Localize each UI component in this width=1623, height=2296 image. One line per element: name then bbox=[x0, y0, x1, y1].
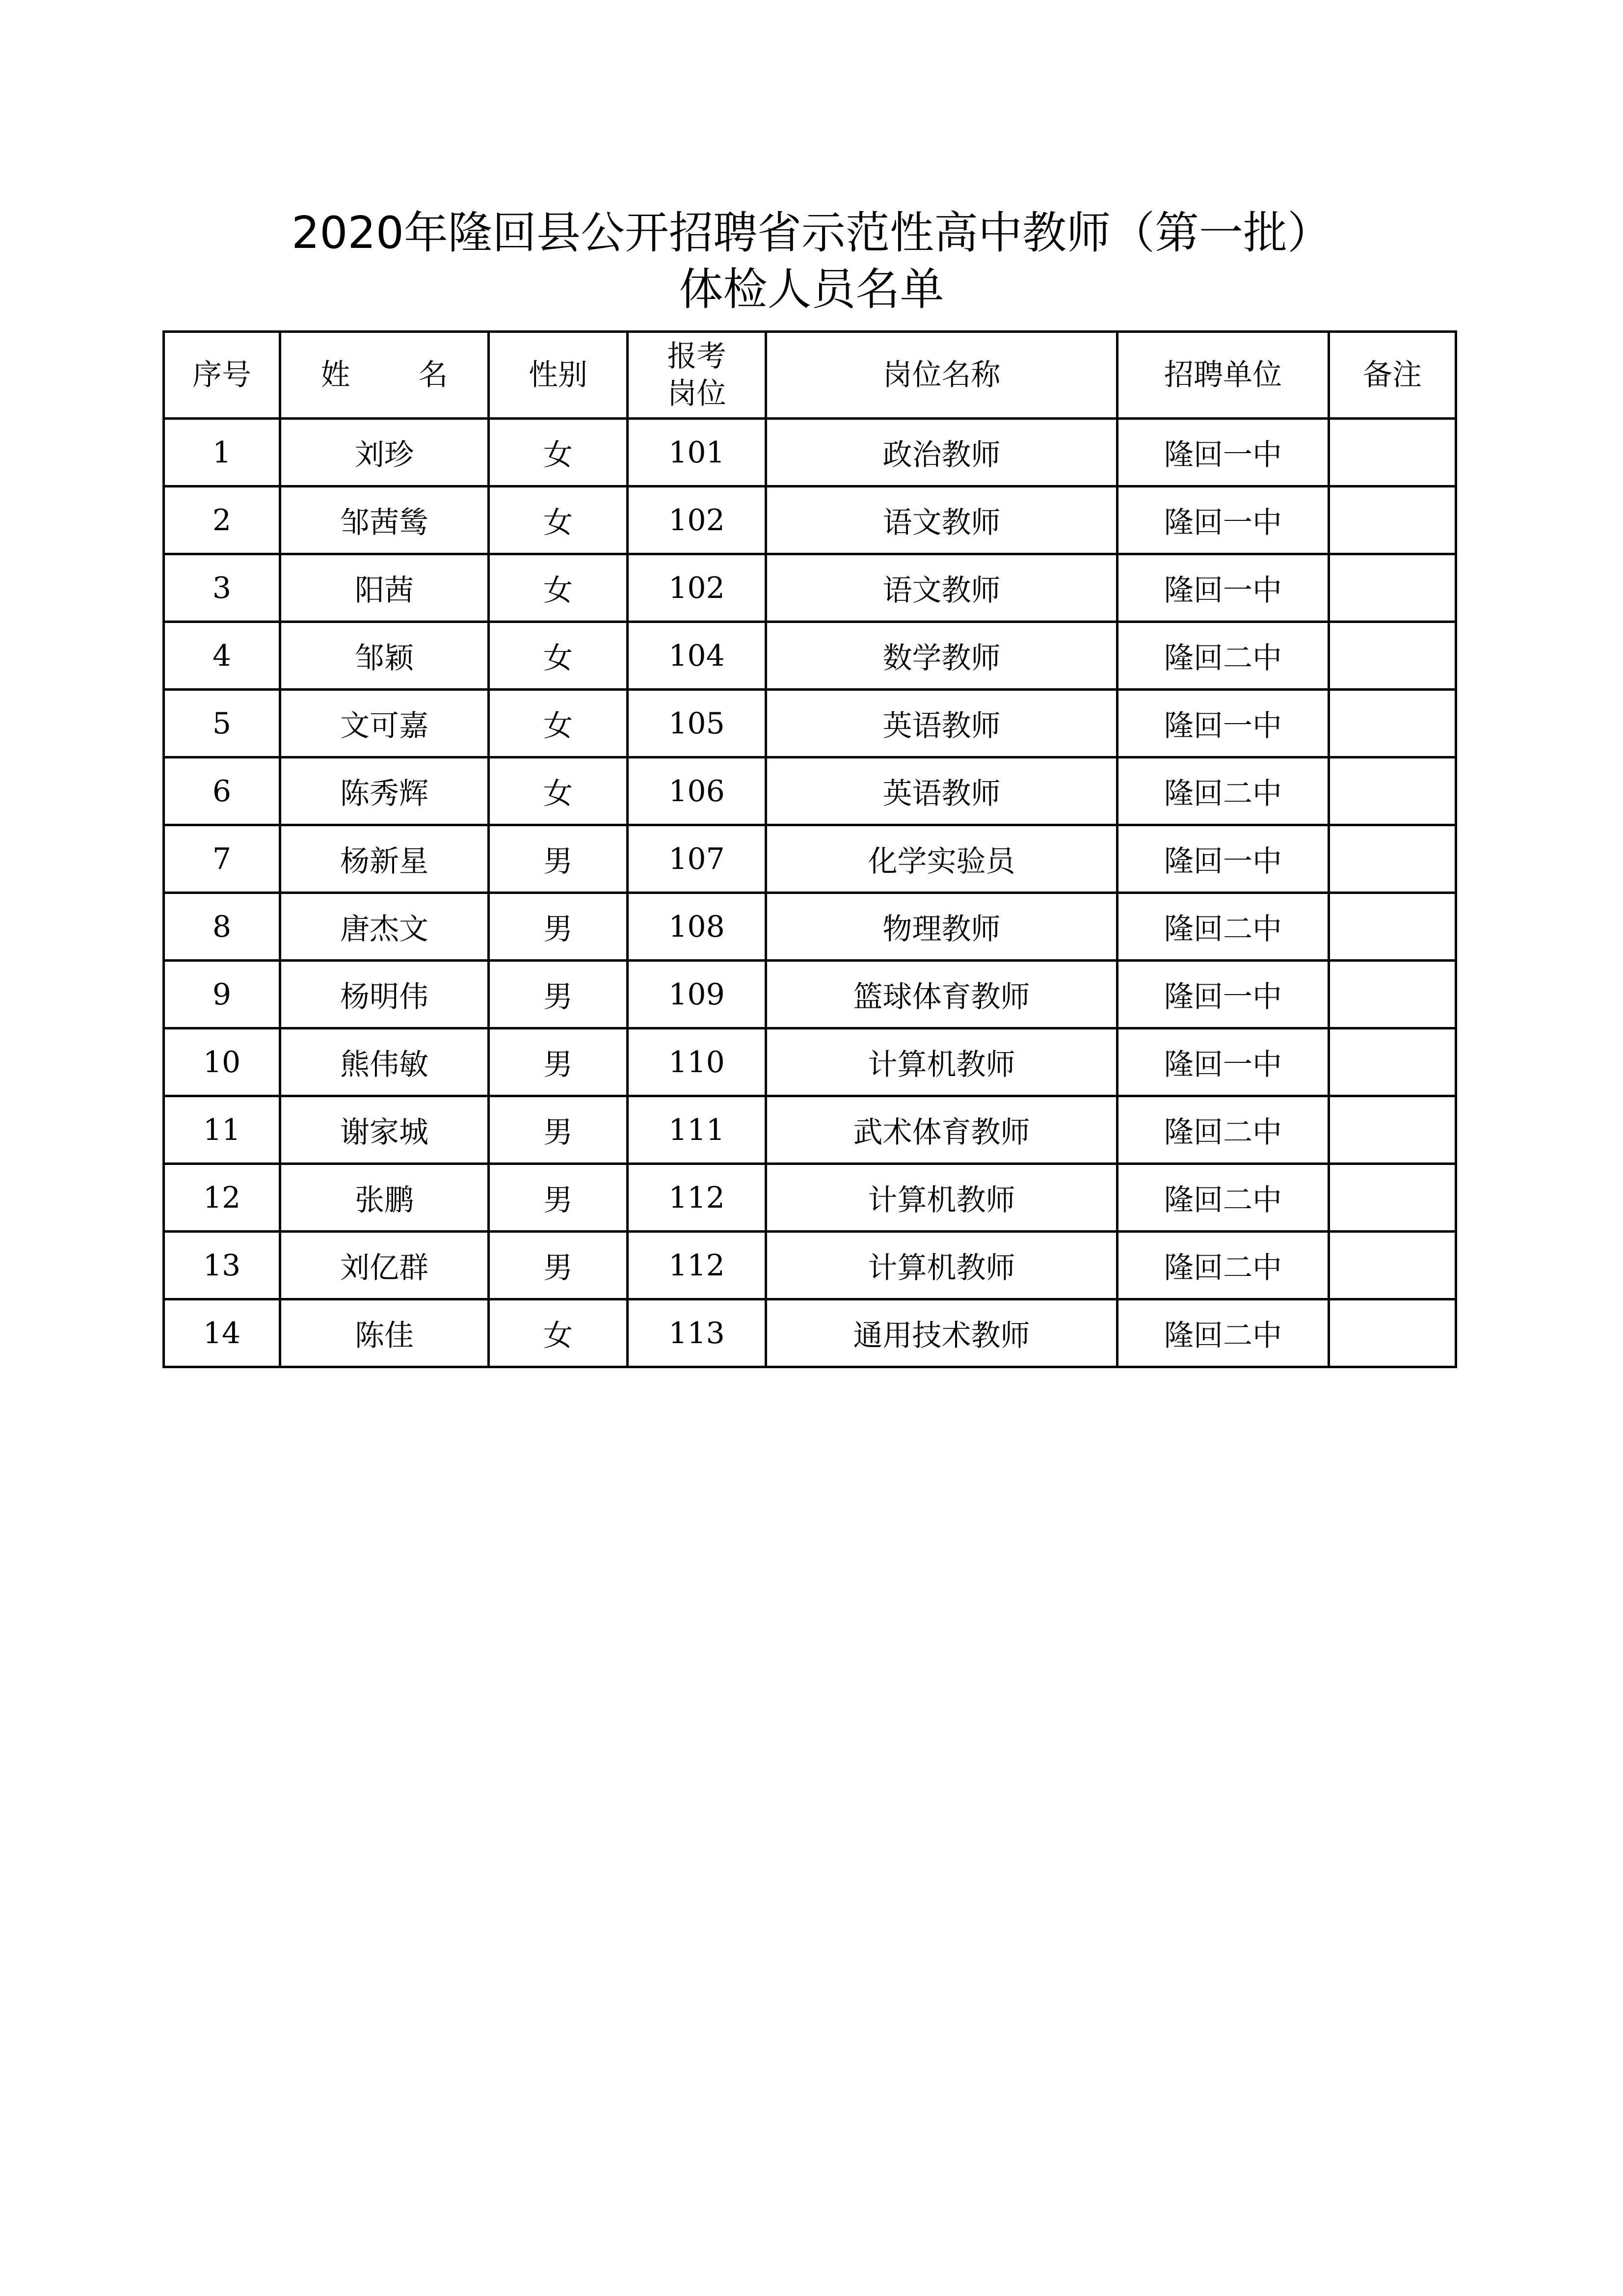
table-row bbox=[164, 622, 1456, 690]
cell-name: 刘亿群 bbox=[280, 1232, 489, 1299]
cell-post-code: 112 bbox=[628, 1232, 766, 1299]
cell-post-name: 英语教师 bbox=[766, 690, 1117, 757]
cell-employer: 隆回一中 bbox=[1117, 486, 1329, 554]
cell-gender: 男 bbox=[489, 1096, 628, 1164]
cell-index: 7 bbox=[164, 825, 280, 893]
header-gender: 性别 bbox=[489, 332, 628, 419]
table-row bbox=[164, 893, 1456, 961]
header-post-code-line1: 报考 bbox=[667, 339, 726, 374]
cell-post-code: 107 bbox=[628, 825, 766, 893]
cell-gender: 女 bbox=[489, 1299, 628, 1367]
cell-index: 11 bbox=[164, 1096, 280, 1164]
cell-remarks bbox=[1329, 622, 1456, 690]
cell-post-code: 108 bbox=[628, 893, 766, 961]
cell-remarks bbox=[1329, 893, 1456, 961]
table-row bbox=[164, 1164, 1456, 1232]
cell-post-code: 106 bbox=[628, 757, 766, 825]
cell-remarks bbox=[1329, 690, 1456, 757]
cell-employer: 隆回二中 bbox=[1117, 1164, 1329, 1232]
cell-post-name: 政治教师 bbox=[766, 419, 1117, 486]
header-index: 序号 bbox=[164, 332, 280, 419]
header-name-label: 姓 名 bbox=[320, 358, 478, 392]
cell-name: 阳茜 bbox=[280, 554, 489, 622]
table-row bbox=[164, 757, 1456, 825]
cell-post-code: 101 bbox=[628, 419, 766, 486]
cell-employer: 隆回一中 bbox=[1117, 419, 1329, 486]
cell-employer: 隆回一中 bbox=[1117, 554, 1329, 622]
cell-post-name: 通用技术教师 bbox=[766, 1299, 1117, 1367]
cell-gender: 男 bbox=[489, 1164, 628, 1232]
cell-post-name: 武术体育教师 bbox=[766, 1096, 1117, 1164]
cell-remarks bbox=[1329, 486, 1456, 554]
cell-post-name: 英语教师 bbox=[766, 757, 1117, 825]
cell-post-name: 计算机教师 bbox=[766, 1028, 1117, 1096]
table-row bbox=[164, 486, 1456, 554]
cell-post-code: 105 bbox=[628, 690, 766, 757]
cell-post-code: 111 bbox=[628, 1096, 766, 1164]
table-body bbox=[164, 419, 1456, 1367]
cell-name: 陈佳 bbox=[280, 1299, 489, 1367]
cell-index: 4 bbox=[164, 622, 280, 690]
cell-gender: 男 bbox=[489, 825, 628, 893]
cell-name: 熊伟敏 bbox=[280, 1028, 489, 1096]
cell-remarks bbox=[1329, 419, 1456, 486]
header-name bbox=[280, 332, 489, 419]
cell-remarks bbox=[1329, 1232, 1456, 1299]
cell-gender: 男 bbox=[489, 961, 628, 1028]
table-row bbox=[164, 961, 1456, 1028]
table-row bbox=[164, 1232, 1456, 1299]
table-row bbox=[164, 690, 1456, 757]
cell-post-name: 计算机教师 bbox=[766, 1232, 1117, 1299]
cell-name: 杨明伟 bbox=[280, 961, 489, 1028]
cell-employer: 隆回二中 bbox=[1117, 1299, 1329, 1367]
table-row bbox=[164, 1028, 1456, 1096]
cell-post-code: 110 bbox=[628, 1028, 766, 1096]
cell-index: 5 bbox=[164, 690, 280, 757]
cell-post-code: 109 bbox=[628, 961, 766, 1028]
cell-employer: 隆回二中 bbox=[1117, 622, 1329, 690]
cell-post-name: 篮球体育教师 bbox=[766, 961, 1117, 1028]
cell-remarks bbox=[1329, 1028, 1456, 1096]
cell-post-name: 物理教师 bbox=[766, 893, 1117, 961]
cell-index: 12 bbox=[164, 1164, 280, 1232]
cell-post-code: 113 bbox=[628, 1299, 766, 1367]
cell-employer: 隆回一中 bbox=[1117, 961, 1329, 1028]
cell-remarks bbox=[1329, 554, 1456, 622]
header-remarks: 备注 bbox=[1329, 332, 1456, 419]
header-post-code-line2: 岗位 bbox=[667, 377, 726, 411]
cell-name: 杨新星 bbox=[280, 825, 489, 893]
document-title: 2020年隆回县公开招聘省示范性高中教师（第一批） bbox=[291, 207, 1332, 259]
cell-remarks bbox=[1329, 1096, 1456, 1164]
cell-name: 唐杰文 bbox=[280, 893, 489, 961]
cell-remarks bbox=[1329, 961, 1456, 1028]
cell-employer: 隆回一中 bbox=[1117, 1028, 1329, 1096]
cell-name: 邹茜鸶 bbox=[280, 486, 489, 554]
cell-name: 陈秀辉 bbox=[280, 757, 489, 825]
table-header-row bbox=[164, 332, 1456, 419]
cell-index: 9 bbox=[164, 961, 280, 1028]
cell-remarks bbox=[1329, 825, 1456, 893]
cell-gender: 男 bbox=[489, 1232, 628, 1299]
cell-gender: 女 bbox=[489, 757, 628, 825]
cell-remarks bbox=[1329, 1164, 1456, 1232]
cell-post-code: 102 bbox=[628, 554, 766, 622]
document-subtitle: 体检人员名单 bbox=[679, 264, 944, 315]
table-row bbox=[164, 554, 1456, 622]
cell-employer: 隆回一中 bbox=[1117, 690, 1329, 757]
cell-employer: 隆回二中 bbox=[1117, 757, 1329, 825]
cell-remarks bbox=[1329, 757, 1456, 825]
cell-index: 2 bbox=[164, 486, 280, 554]
cell-employer: 隆回二中 bbox=[1117, 893, 1329, 961]
header-post-code bbox=[628, 332, 766, 419]
cell-post-name: 语文教师 bbox=[766, 486, 1117, 554]
table-row bbox=[164, 419, 1456, 486]
cell-employer: 隆回二中 bbox=[1117, 1096, 1329, 1164]
cell-remarks bbox=[1329, 1299, 1456, 1367]
cell-name: 张鹏 bbox=[280, 1164, 489, 1232]
cell-name: 文可嘉 bbox=[280, 690, 489, 757]
cell-post-name: 数学教师 bbox=[766, 622, 1117, 690]
table-row bbox=[164, 825, 1456, 893]
cell-gender: 女 bbox=[489, 419, 628, 486]
cell-index: 14 bbox=[164, 1299, 280, 1367]
cell-index: 10 bbox=[164, 1028, 280, 1096]
cell-index: 8 bbox=[164, 893, 280, 961]
cell-post-code: 112 bbox=[628, 1164, 766, 1232]
cell-gender: 男 bbox=[489, 1028, 628, 1096]
cell-index: 13 bbox=[164, 1232, 280, 1299]
cell-name: 邹颖 bbox=[280, 622, 489, 690]
cell-index: 3 bbox=[164, 554, 280, 622]
header-post-name: 岗位名称 bbox=[766, 332, 1117, 419]
cell-name: 刘珍 bbox=[280, 419, 489, 486]
cell-post-name: 语文教师 bbox=[766, 554, 1117, 622]
candidate-table bbox=[162, 330, 1457, 1368]
table-row bbox=[164, 1096, 1456, 1164]
cell-post-name: 化学实验员 bbox=[766, 825, 1117, 893]
cell-name: 谢家城 bbox=[280, 1096, 489, 1164]
cell-gender: 女 bbox=[489, 486, 628, 554]
cell-index: 6 bbox=[164, 757, 280, 825]
cell-gender: 女 bbox=[489, 554, 628, 622]
header-employer: 招聘单位 bbox=[1117, 332, 1329, 419]
cell-gender: 男 bbox=[489, 893, 628, 961]
cell-employer: 隆回一中 bbox=[1117, 825, 1329, 893]
table-row bbox=[164, 1299, 1456, 1367]
cell-employer: 隆回二中 bbox=[1117, 1232, 1329, 1299]
cell-gender: 女 bbox=[489, 690, 628, 757]
cell-post-code: 104 bbox=[628, 622, 766, 690]
cell-index: 1 bbox=[164, 419, 280, 486]
cell-post-name: 计算机教师 bbox=[766, 1164, 1117, 1232]
cell-post-code: 102 bbox=[628, 486, 766, 554]
cell-gender: 女 bbox=[489, 622, 628, 690]
